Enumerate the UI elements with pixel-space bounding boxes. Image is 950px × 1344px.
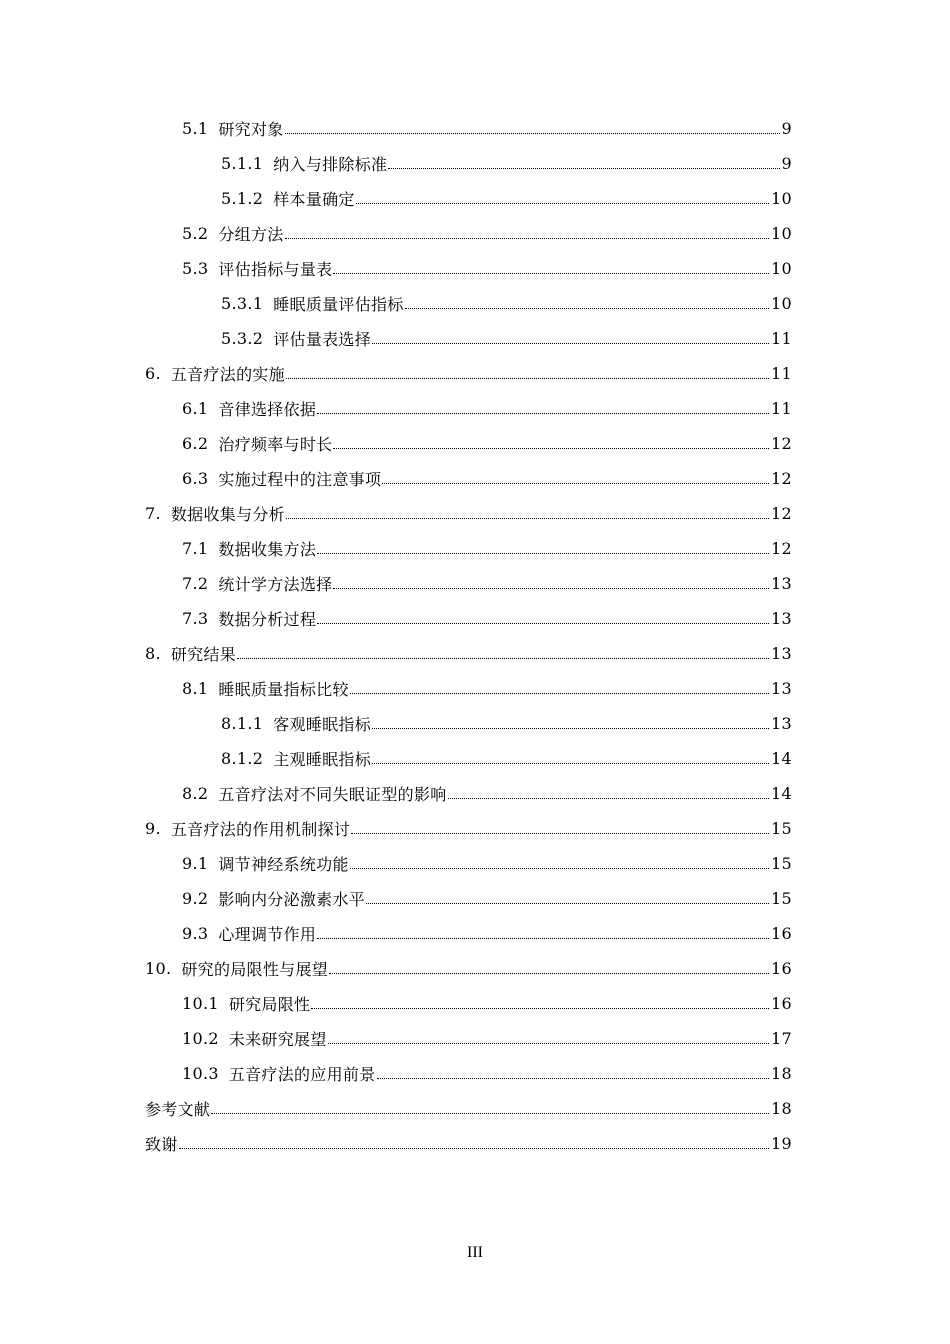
toc-entry-page-number: 12: [771, 504, 792, 523]
toc-entry-title: 纳入与排除标准: [273, 155, 388, 174]
toc-entry-number: 8.1: [182, 679, 209, 698]
toc-entry-title: 客观睡眠指标: [273, 715, 372, 734]
toc-entry-page-number: 11: [771, 329, 792, 348]
toc-entry-page-number: 15: [771, 889, 792, 908]
toc-entry-title: 心理调节作用: [218, 925, 317, 944]
toc-entry-number: 9.3: [182, 924, 209, 943]
dot-leader: [311, 1007, 769, 1009]
toc-entry-number: 6.1: [182, 399, 209, 418]
toc-entry-page-number: 13: [771, 609, 792, 628]
toc-entry-title: 音律选择依据: [218, 400, 317, 419]
dot-leader: [372, 342, 769, 344]
toc-entry[interactable]: [0, 601, 792, 636]
dot-leader: [388, 167, 779, 169]
dot-leader: [237, 657, 769, 659]
dot-leader: [285, 237, 769, 239]
toc-entry-title: 评估指标与量表: [218, 260, 333, 279]
toc-entry[interactable]: [0, 111, 792, 146]
toc-entry-number: 8.2: [182, 784, 209, 803]
toc-entry-number: 8.1.1: [221, 714, 264, 733]
toc-entry-number: 10.3: [182, 1064, 219, 1083]
toc-entry-title: 调节神经系统功能: [218, 855, 349, 874]
toc-entry-number: 7.2: [182, 574, 209, 593]
dot-leader: [448, 797, 769, 799]
dot-leader: [372, 762, 769, 764]
toc-entry[interactable]: [0, 811, 792, 846]
page-number: III: [467, 1244, 483, 1261]
toc-entry-page-number: 16: [771, 959, 792, 978]
toc-entry-title: 数据收集方法: [218, 540, 317, 559]
toc-entry[interactable]: [0, 146, 792, 181]
toc-entry-number: 10.2: [182, 1029, 219, 1048]
toc-entry[interactable]: [0, 251, 792, 286]
toc-entry[interactable]: [0, 706, 792, 741]
toc-entry[interactable]: [0, 181, 792, 216]
toc-entry-page-number: 10: [771, 294, 792, 313]
toc-entry-number: 8.1.2: [221, 749, 264, 768]
toc-entry-title: 统计学方法选择: [218, 575, 333, 594]
toc-entry[interactable]: [0, 426, 792, 461]
toc-entry[interactable]: [0, 566, 792, 601]
toc-entry-number: 5.1.1: [221, 154, 264, 173]
toc-entry-title: 睡眠质量指标比较: [218, 680, 349, 699]
dot-leader: [356, 202, 769, 204]
dot-leader: [329, 972, 769, 974]
toc-entry-number: 8.: [145, 644, 161, 663]
toc-entry-title: 五音疗法的应用前景: [228, 1065, 376, 1084]
toc-entry-title: 影响内分泌激素水平: [218, 890, 366, 909]
toc-entry-page-number: 14: [771, 749, 792, 768]
toc-entry[interactable]: [0, 951, 792, 986]
toc-entry-title: 研究结果: [170, 645, 237, 664]
toc-entry-title: 分组方法: [218, 225, 284, 244]
dot-leader: [350, 867, 769, 869]
toc-entry-number: 6.2: [182, 434, 209, 453]
toc-entry-number: 9.2: [182, 889, 209, 908]
dot-leader: [317, 622, 769, 624]
toc-entry-number: 9.1: [182, 854, 209, 873]
toc-entry[interactable]: [0, 1021, 792, 1056]
toc-entry-page-number: 12: [771, 469, 792, 488]
toc-entry-page-number: 11: [771, 399, 792, 418]
dot-leader: [286, 377, 769, 379]
toc-entry[interactable]: [0, 881, 792, 916]
toc-entry-page-number: 10: [771, 259, 792, 278]
toc-entry[interactable]: [0, 671, 792, 706]
toc-entry-title: 五音疗法的作用机制探讨: [170, 820, 351, 839]
toc-entry-page-number: 10: [771, 189, 792, 208]
toc-entry-title: 参考文献: [145, 1100, 211, 1119]
toc-entry-title: 样本量确定: [273, 190, 355, 209]
toc-entry[interactable]: [0, 461, 792, 496]
toc-entry-title: 数据收集与分析: [170, 505, 285, 524]
toc-entry[interactable]: [0, 391, 792, 426]
dot-leader: [405, 307, 769, 309]
toc-entry-page-number: 15: [771, 854, 792, 873]
dot-leader: [333, 272, 769, 274]
toc-entry-page-number: 19: [771, 1134, 792, 1153]
toc-entry[interactable]: [0, 321, 792, 356]
toc-entry-number: 7.: [145, 504, 161, 523]
toc-entry-title: 睡眠质量评估指标: [273, 295, 404, 314]
dot-leader: [317, 552, 769, 554]
toc-entry-number: 10.: [145, 959, 172, 978]
toc-entry-page-number: 10: [771, 224, 792, 243]
toc-entry-number: 5.1.2: [221, 189, 264, 208]
dot-leader: [179, 1147, 769, 1149]
toc-entry-number: 7.1: [182, 539, 209, 558]
dot-leader: [328, 1042, 769, 1044]
dot-leader: [333, 587, 769, 589]
table-of-contents: [0, 111, 950, 1161]
toc-entry[interactable]: [0, 286, 792, 321]
toc-entry-title: 研究的局限性与展望: [181, 960, 329, 979]
toc-entry-page-number: 9: [781, 154, 792, 173]
toc-entry-number: 6.3: [182, 469, 209, 488]
toc-entry-title: 致谢: [145, 1135, 178, 1154]
toc-entry[interactable]: [0, 1056, 792, 1091]
toc-entry-number: 6.: [145, 364, 161, 383]
toc-entry-number: 10.1: [182, 994, 219, 1013]
toc-entry-title: 五音疗法对不同失眠证型的影响: [218, 785, 447, 804]
toc-entry-page-number: 13: [771, 644, 792, 663]
dot-leader: [350, 692, 769, 694]
dot-leader: [286, 517, 769, 519]
toc-entry[interactable]: [0, 776, 792, 811]
toc-entry[interactable]: [0, 531, 792, 566]
toc-entry-page-number: 17: [771, 1029, 792, 1048]
dot-leader: [317, 412, 769, 414]
toc-entry-number: 5.2: [182, 224, 209, 243]
toc-entry[interactable]: [0, 916, 792, 951]
toc-entry-page-number: 16: [771, 924, 792, 943]
dot-leader: [285, 132, 780, 134]
dot-leader: [377, 1077, 770, 1079]
toc-entry-page-number: 12: [771, 539, 792, 558]
toc-entry-page-number: 13: [771, 574, 792, 593]
toc-entry-page-number: 18: [771, 1099, 792, 1118]
toc-entry-page-number: 9: [781, 119, 792, 138]
toc-entry-page-number: 14: [771, 784, 792, 803]
toc-entry-number: 7.3: [182, 609, 209, 628]
dot-leader: [351, 832, 769, 834]
toc-entry-page-number: 13: [771, 714, 792, 733]
toc-entry[interactable]: [0, 741, 792, 776]
toc-entry-title: 主观睡眠指标: [273, 750, 372, 769]
toc-entry-title: 五音疗法的实施: [170, 365, 285, 384]
toc-entry[interactable]: [0, 496, 792, 531]
toc-entry-page-number: 15: [771, 819, 792, 838]
toc-entry-number: 5.3.2: [221, 329, 264, 348]
toc-entry[interactable]: [0, 1126, 792, 1161]
toc-entry-title: 研究局限性: [228, 995, 311, 1014]
toc-entry-page-number: 13: [771, 679, 792, 698]
toc-entry[interactable]: [0, 846, 792, 881]
dot-leader: [382, 482, 769, 484]
toc-entry[interactable]: [0, 986, 792, 1021]
dot-leader: [317, 937, 769, 939]
toc-entry-page-number: 12: [771, 434, 792, 453]
toc-entry-page-number: 18: [771, 1064, 792, 1083]
toc-entry-number: 5.3.1: [221, 294, 264, 313]
toc-entry-title: 研究对象: [218, 120, 284, 139]
dot-leader: [211, 1112, 769, 1114]
toc-entry-title: 评估量表选择: [273, 330, 372, 349]
toc-entry-title: 数据分析过程: [218, 610, 317, 629]
toc-entry-number: 9.: [145, 819, 161, 838]
dot-leader: [372, 727, 769, 729]
toc-entry[interactable]: [0, 216, 792, 251]
dot-leader: [366, 902, 769, 904]
toc-entry-page-number: 16: [771, 994, 792, 1013]
toc-entry-number: 5.1: [182, 119, 209, 138]
toc-entry[interactable]: [0, 1091, 792, 1126]
toc-entry[interactable]: [0, 636, 792, 671]
toc-entry[interactable]: [0, 356, 792, 391]
toc-entry-page-number: 11: [771, 364, 792, 383]
toc-entry-title: 治疗频率与时长: [218, 435, 333, 454]
toc-entry-title: 未来研究展望: [228, 1030, 327, 1049]
dot-leader: [333, 447, 769, 449]
toc-entry-number: 5.3: [182, 259, 209, 278]
toc-entry-title: 实施过程中的注意事项: [218, 470, 382, 489]
